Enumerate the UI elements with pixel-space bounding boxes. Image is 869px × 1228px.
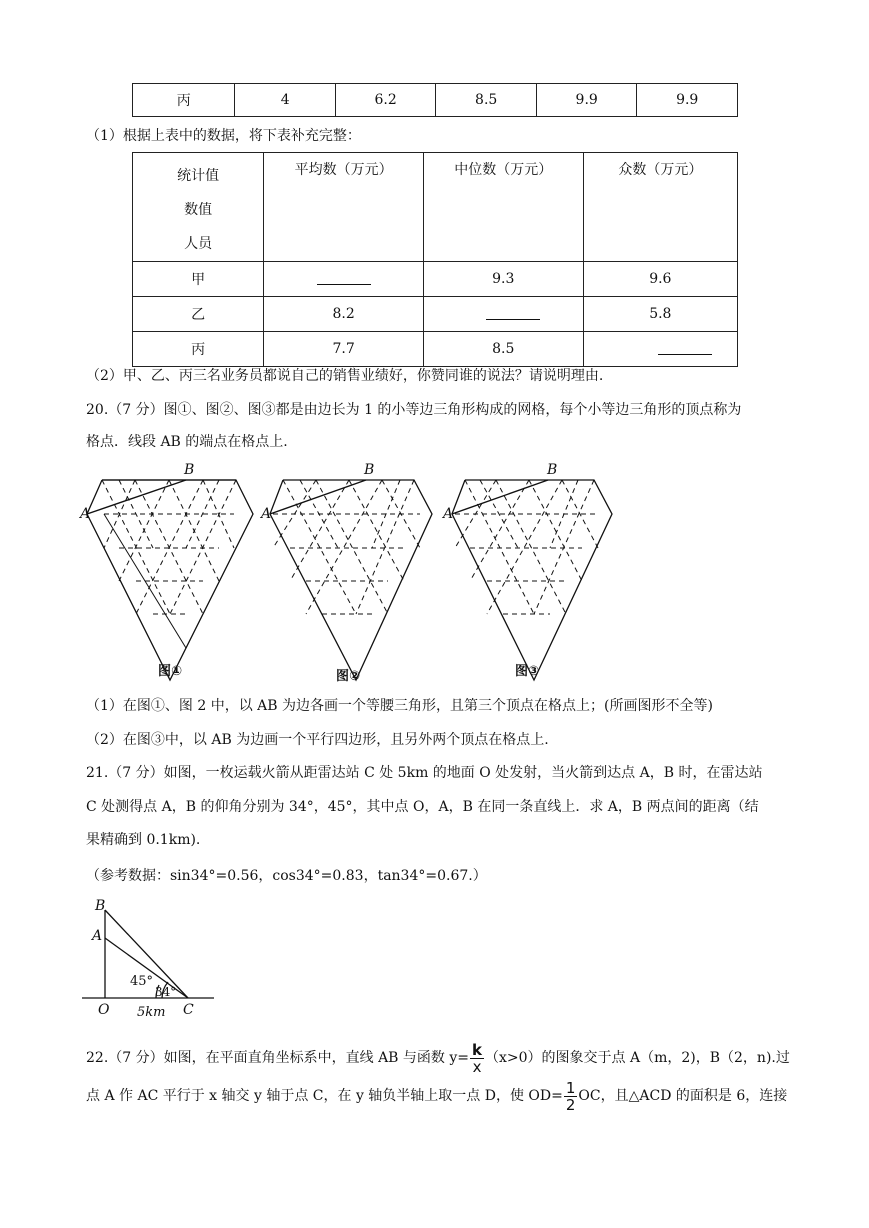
angle-45-label: 45° bbox=[130, 974, 154, 989]
point-a-label: A bbox=[443, 506, 454, 522]
table-cell: 9.9 bbox=[536, 84, 637, 117]
distance-label: 5km bbox=[137, 1005, 166, 1020]
q19-part1-text: （1）根据上表中的数据，将下表补充完整： bbox=[86, 128, 361, 144]
point-o-label: O bbox=[98, 1002, 110, 1018]
point-b-label: B bbox=[95, 898, 106, 914]
table-cell: 8.5 bbox=[436, 84, 537, 117]
q22-line2-post: OC，且△ACD 的面积是 6，连接 bbox=[578, 1088, 788, 1104]
table-cell: 乙 bbox=[133, 297, 264, 332]
fraction-denominator: 2 bbox=[565, 1095, 576, 1114]
table-cell: 甲 bbox=[133, 262, 264, 297]
fraction-numerator: k bbox=[472, 1040, 482, 1059]
q21-line1: 21.（7 分）如图，一枚运载火箭从距雷达站 C 处 5km 的地面 O 处发射，当火箭到达点 A，B 时，在雷达站 bbox=[86, 765, 763, 781]
angle-34-label: 34° bbox=[155, 985, 177, 999]
table-cell: 7.7 bbox=[264, 332, 424, 367]
figure-label: 图① bbox=[158, 664, 183, 679]
fraction-denominator: x bbox=[472, 1057, 482, 1076]
header-cell: 众数（万元） bbox=[583, 153, 737, 262]
q21-reference-data: （参考数据：sin34°=0.56，cos34°=0.83，tan34°=0.67.） bbox=[86, 868, 487, 884]
header-cell: 平均数（万元） bbox=[264, 153, 424, 262]
table-cell: 9.9 bbox=[637, 84, 738, 117]
table-cell: 4 bbox=[235, 84, 335, 117]
q20-part1: （1）在图①、图 2 中，以 AB 为边各画一个等腰三角形，且第三个顶点在格点上；(所画图形不全等) bbox=[86, 698, 713, 714]
q20-line1: 20.（7 分）图①、图②、图③都是由边长为 1 的小等边三角形构成的网格，每个小等边三角形的顶点称为 bbox=[86, 402, 742, 418]
table-cell: 8.5 bbox=[423, 332, 583, 367]
header-cell: 中位数（万元） bbox=[423, 153, 583, 262]
table-cell: 5.8 bbox=[583, 297, 737, 332]
point-a-label: A bbox=[80, 506, 91, 522]
q21-line2: C 处测得点 A，B 的仰角分别为 34°，45°，其中点 O，A，B 在同一条直线上．求 A，B 两点间的距离（结 bbox=[86, 799, 759, 815]
point-b-label: B bbox=[547, 462, 558, 478]
q22-line1-post: （x>0）的图象交于点 A（m，2)，B（2，n).过 bbox=[485, 1050, 790, 1066]
table-cell: 8.2 bbox=[264, 297, 424, 332]
diag-label: 数值 bbox=[184, 202, 213, 218]
table-cell: 丙 bbox=[133, 332, 264, 367]
table-cell: 6.2 bbox=[335, 84, 436, 117]
figure-label: 图③ bbox=[515, 664, 540, 679]
point-c-label: C bbox=[183, 1002, 194, 1018]
fraction-one-half bbox=[564, 1080, 578, 1113]
figure-label: 图② bbox=[336, 669, 361, 684]
point-b-label: B bbox=[364, 462, 375, 478]
point-a-label: A bbox=[92, 928, 103, 944]
table-cell: 9.3 bbox=[423, 262, 583, 297]
table-cell: 丙 bbox=[133, 84, 235, 117]
q22-line1 bbox=[86, 1040, 790, 1076]
q22-line2-pre: 点 A 作 AC 平行于 x 轴交 y 轴于点 C，在 y 轴负半轴上取一点 D，使 OD= bbox=[86, 1088, 563, 1104]
diag-label: 统计值 bbox=[177, 168, 220, 184]
q20-part2: （2）在图③中，以 AB 为边画一个平行四边形，且另外两个顶点在格点上. bbox=[86, 732, 549, 748]
diag-label: 人员 bbox=[184, 236, 213, 252]
point-a-label: A bbox=[261, 506, 272, 522]
q21-line3: 果精确到 0.1km). bbox=[86, 832, 201, 848]
q19-part2-text: （2）甲、乙、丙三名业务员都说自己的销售业绩好，你赞同谁的说法？请说明理由. bbox=[86, 368, 604, 384]
q22-line2 bbox=[86, 1078, 787, 1114]
q22-line1-pre: 22.（7 分）如图，在平面直角坐标系中，直线 AB 与函数 y= bbox=[86, 1050, 470, 1066]
fraction-k-over-x bbox=[470, 1042, 484, 1075]
q20-line2: 格点．线段 AB 的端点在格点上. bbox=[86, 434, 288, 450]
table-cell: 9.6 bbox=[583, 262, 737, 297]
point-b-label: B bbox=[184, 462, 195, 478]
fraction-numerator: 1 bbox=[565, 1078, 576, 1097]
